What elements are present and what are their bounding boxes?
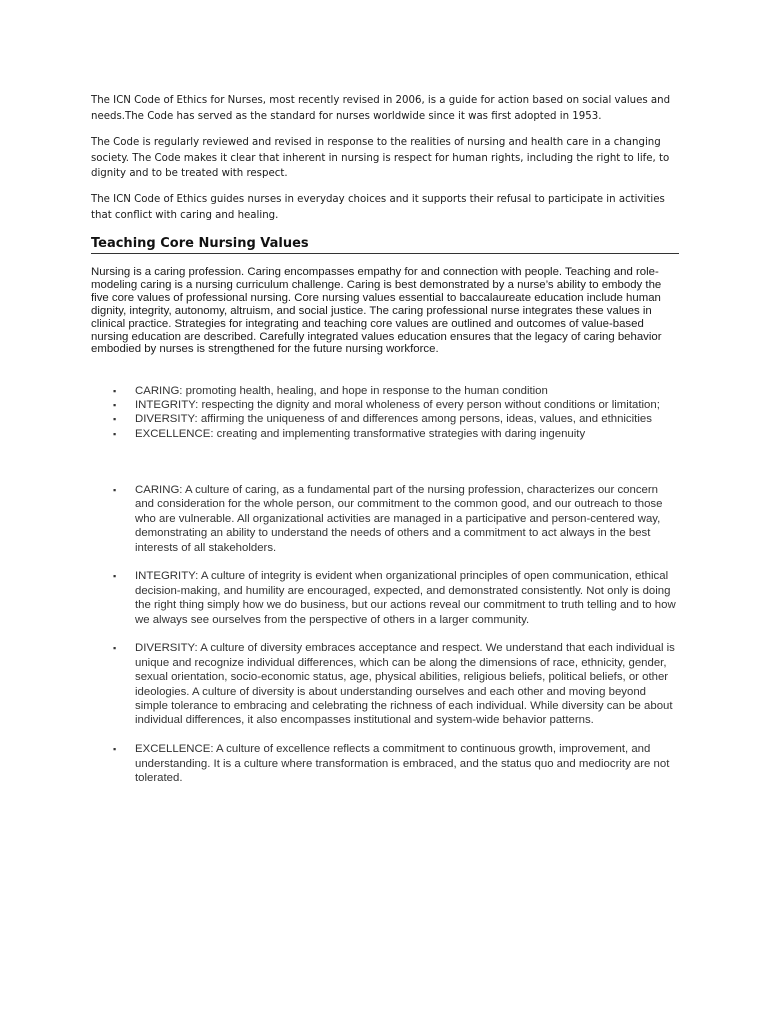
bullet-icon: ▪ [113,643,117,654]
culture-item-text: DIVERSITY: A culture of diversity embraces acceptance and respect. We understand that each individual is unique and recognize individual differences, which can be along the dimensions of race, ethnicity, gender, sexual orientation, socio-economic status, age, physical abilities, religious beliefs, political beliefs, or other ideologies. A culture of diversity is about understanding ourselves and each other and moving beyond simple tolerance to embracing and celebrating the richness of each individual. While diversity can be about individual differences, it also encompasses institutional and system-wide behavior patterns. [135,642,675,727]
list-item-text: INTEGRITY: respecting the dignity and moral wholeness of every person without conditions or limitation; [135,399,660,412]
list-item-text: EXCELLENCE: creating and implementing transformative strategies with daring ingenuity [135,427,586,440]
culture-item-integrity [113,569,679,627]
intro-paragraph-2: The Code is regularly reviewed and revised in response to the realities of nursing and health care in a changing society. The Code makes it clear that inherent in nursing is respect for human rights, including the right to life, to dignity and to be treated with respect. [91,137,670,179]
list-item-integrity [113,398,679,412]
list-item-caring [113,384,679,398]
bullet-icon: ▪ [113,414,117,425]
list-item-text: DIVERSITY: affirming the uniqueness of and differences among persons, ideas, values, and ethnicities [135,413,652,426]
bullet-icon: ▪ [113,400,117,411]
list-item-excellence [113,427,679,441]
bullet-icon: ▪ [113,744,117,755]
culture-item-text: EXCELLENCE: A culture of excellence reflects a commitment to continuous growth, improvement, and understanding. It is a culture where transformation is embraced, and the status quo and mediocrity are not tolerated. [135,743,670,785]
bullet-icon: ▪ [113,386,117,396]
intro-paragraph-1: The ICN Code of Ethics for Nurses, most recently revised in 2006, is a guide for action based on social values and needs.The Code has served as the standard for nurses worldwide since it was first adopted in 1953. [91,95,671,122]
section-body-paragraph: Nursing is a caring profession. Caring encompasses empathy for and connection with people. Teaching and role-modeling caring is a nursing curriculum challenge. Caring is best demonstrated by a nurse’s ability to embody the five core values of professional nursing. Core nursing values essential to baccalaureate education include human dignity, integrity, autonomy, altruism, and social justice. The caring professional nurse integrates these values in clinical practice. Strategies for integrating and teaching core values are outlined and outcomes of value-based nursing education are described. Carefully integrated values education ensures that the legacy of caring behavior embodied by nurses is strengthened for the future nursing workforce. [91,266,662,356]
culture-item-caring [113,483,679,555]
bullet-icon: ▪ [113,571,117,582]
list-item-diversity [113,412,679,426]
culture-item-excellence [113,742,679,785]
culture-item-text: INTEGRITY: A culture of integrity is evident when organizational principles of open communication, ethical decision-making, and humility are encouraged, expected, and demonstrated consistently. Not only is doing the right thing simply how we do business, but our actions reveal our commitment to truth telling and to how we always see ourselves from the perspective of others in a larger community. [135,570,676,626]
culture-item-diversity [113,641,679,727]
bullet-icon: ▪ [113,428,117,439]
culture-item-text: CARING: A culture of caring, as a fundamental part of the nursing profession, characterizes our concern and consideration for the whole person, our commitment to the common good, and our outreach to those who are vulnerable. All organizational activities are managed in a participative and person-centered way, demonstrating an ability to understand the needs of others and a commitment to act always in the best interests of all stakeholders. [135,484,663,554]
section-heading: Teaching Core Nursing Values [91,236,679,254]
list-item-text: CARING: promoting health, healing, and hope in response to the human condition [135,385,548,397]
core-values-list [113,384,679,441]
bullet-icon: ▪ [113,485,117,495]
intro-paragraph-3: The ICN Code of Ethics guides nurses in everyday choices and it supports their refusal to participate in activities that conflict with caring and healing. [91,194,665,221]
culture-list [113,483,679,800]
